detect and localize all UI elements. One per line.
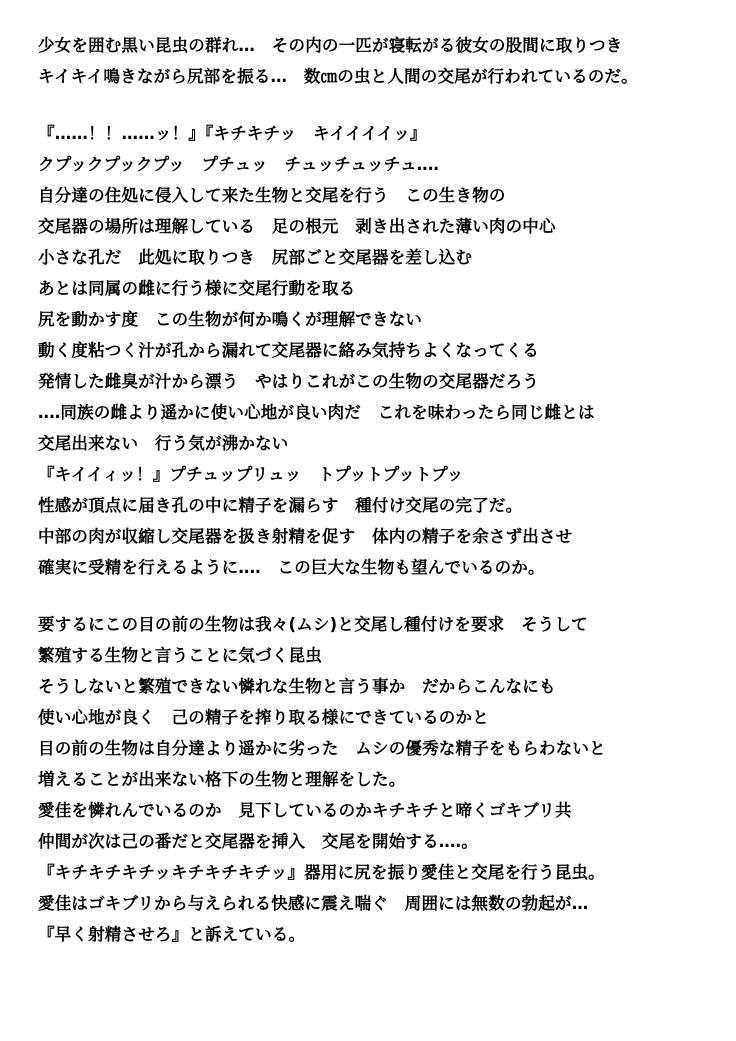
text-line: そうしないと繁殖できない憐れな生物と言う事か だからこんなにも [38,677,556,696]
text-line: 確実に受精を行えるように‥‥ この巨大な生物も望んでいるのか。 [38,558,545,577]
text-line: 使い心地が良く 己の精子を搾り取る様にできているのかと [38,708,489,727]
text-block-intro [38,30,702,92]
text-line: 動く度粘つく汁が孔から漏れて交尾器に絡み気持ちよくなってくる [38,341,539,360]
text-line: ‥‥同族の雌より遥かに使い心地が良い肉だ これを味わったら同じ雌とは [38,403,595,422]
block-spacer [38,92,702,118]
text-line: 繁殖する生物と言うことに気づく昆虫 [38,646,322,665]
text-block-closing [38,609,702,950]
text-line: 『……！！……ッ！』『キチキチッ キイイイイッ』 [38,124,427,143]
text-line: 愛佳はゴキブリから与えられる快感に震え喘ぐ 周囲には無数の勃起が… [38,894,589,913]
text-line: 中部の肉が収縮し交尾器を扱き射精を促す 体内の精子を余さず出させ [38,527,573,546]
text-line: 発情した雌臭が汁から漂う やはりこれがこの生物の交尾器だろう [38,372,539,391]
text-line: 尻を動かす度 この生物が何か鳴くが理解できない [38,310,423,329]
text-block-main [38,118,702,583]
text-line: 『キチキチキチッキチキチキチッ』器用に尻を振り愛佳と交尾を行う昆虫。 [38,863,605,882]
text-line: キイキイ鳴きながら尻部を振る… 数㎝の虫と人間の交尾が行われているのだ。 [38,67,638,86]
text-line: 愛佳を憐れんでいるのか 見下しているのかキチキチと啼くゴキブリ共 [38,801,572,820]
text-line: 目の前の生物は自分達より遥かに劣った ムシの優秀な精子をもらわないと [38,739,606,758]
text-line: 小さな孔だ 此処に取りつき 尻部ごと交尾器を差し込む [38,248,473,267]
text-line: 要するにこの目の前の生物は我々(ムシ)と交尾し種付けを要求 そうして [38,615,588,634]
text-line: 増えることが出来ない格下の生物と理解をした。 [38,770,406,789]
text-line: 少女を囲む黒い昆虫の群れ… その内の一匹が寝転がる彼女の股間に取りつき [38,36,623,55]
text-line: あとは同属の雌に行う様に交尾行動を取る [38,279,356,298]
text-line: クプックプックプッ プチュッ チュッチュッチュ‥‥ [38,155,440,174]
text-line: 『キイイィッ！』プチュップリュッ トプットプットプッ [38,465,464,484]
block-spacer [38,583,702,609]
text-line: 性感が頂点に届き孔の中に精子を漏らす 種付け交尾の完了だ。 [38,496,523,515]
text-line: 仲間が次は己の番だと交尾器を挿入 交尾を開始する‥‥。 [38,832,478,851]
text-line: 交尾器の場所は理解している 足の根元 剥き出された薄い肉の中心 [38,217,556,236]
text-line: 自分達の住処に侵入して来た生物と交尾を行う この生き物の [38,186,506,205]
text-line: 『早く射精させろ』と訴えている。 [38,925,306,944]
text-line: 交尾出来ない 行う気が沸かない [38,434,289,453]
